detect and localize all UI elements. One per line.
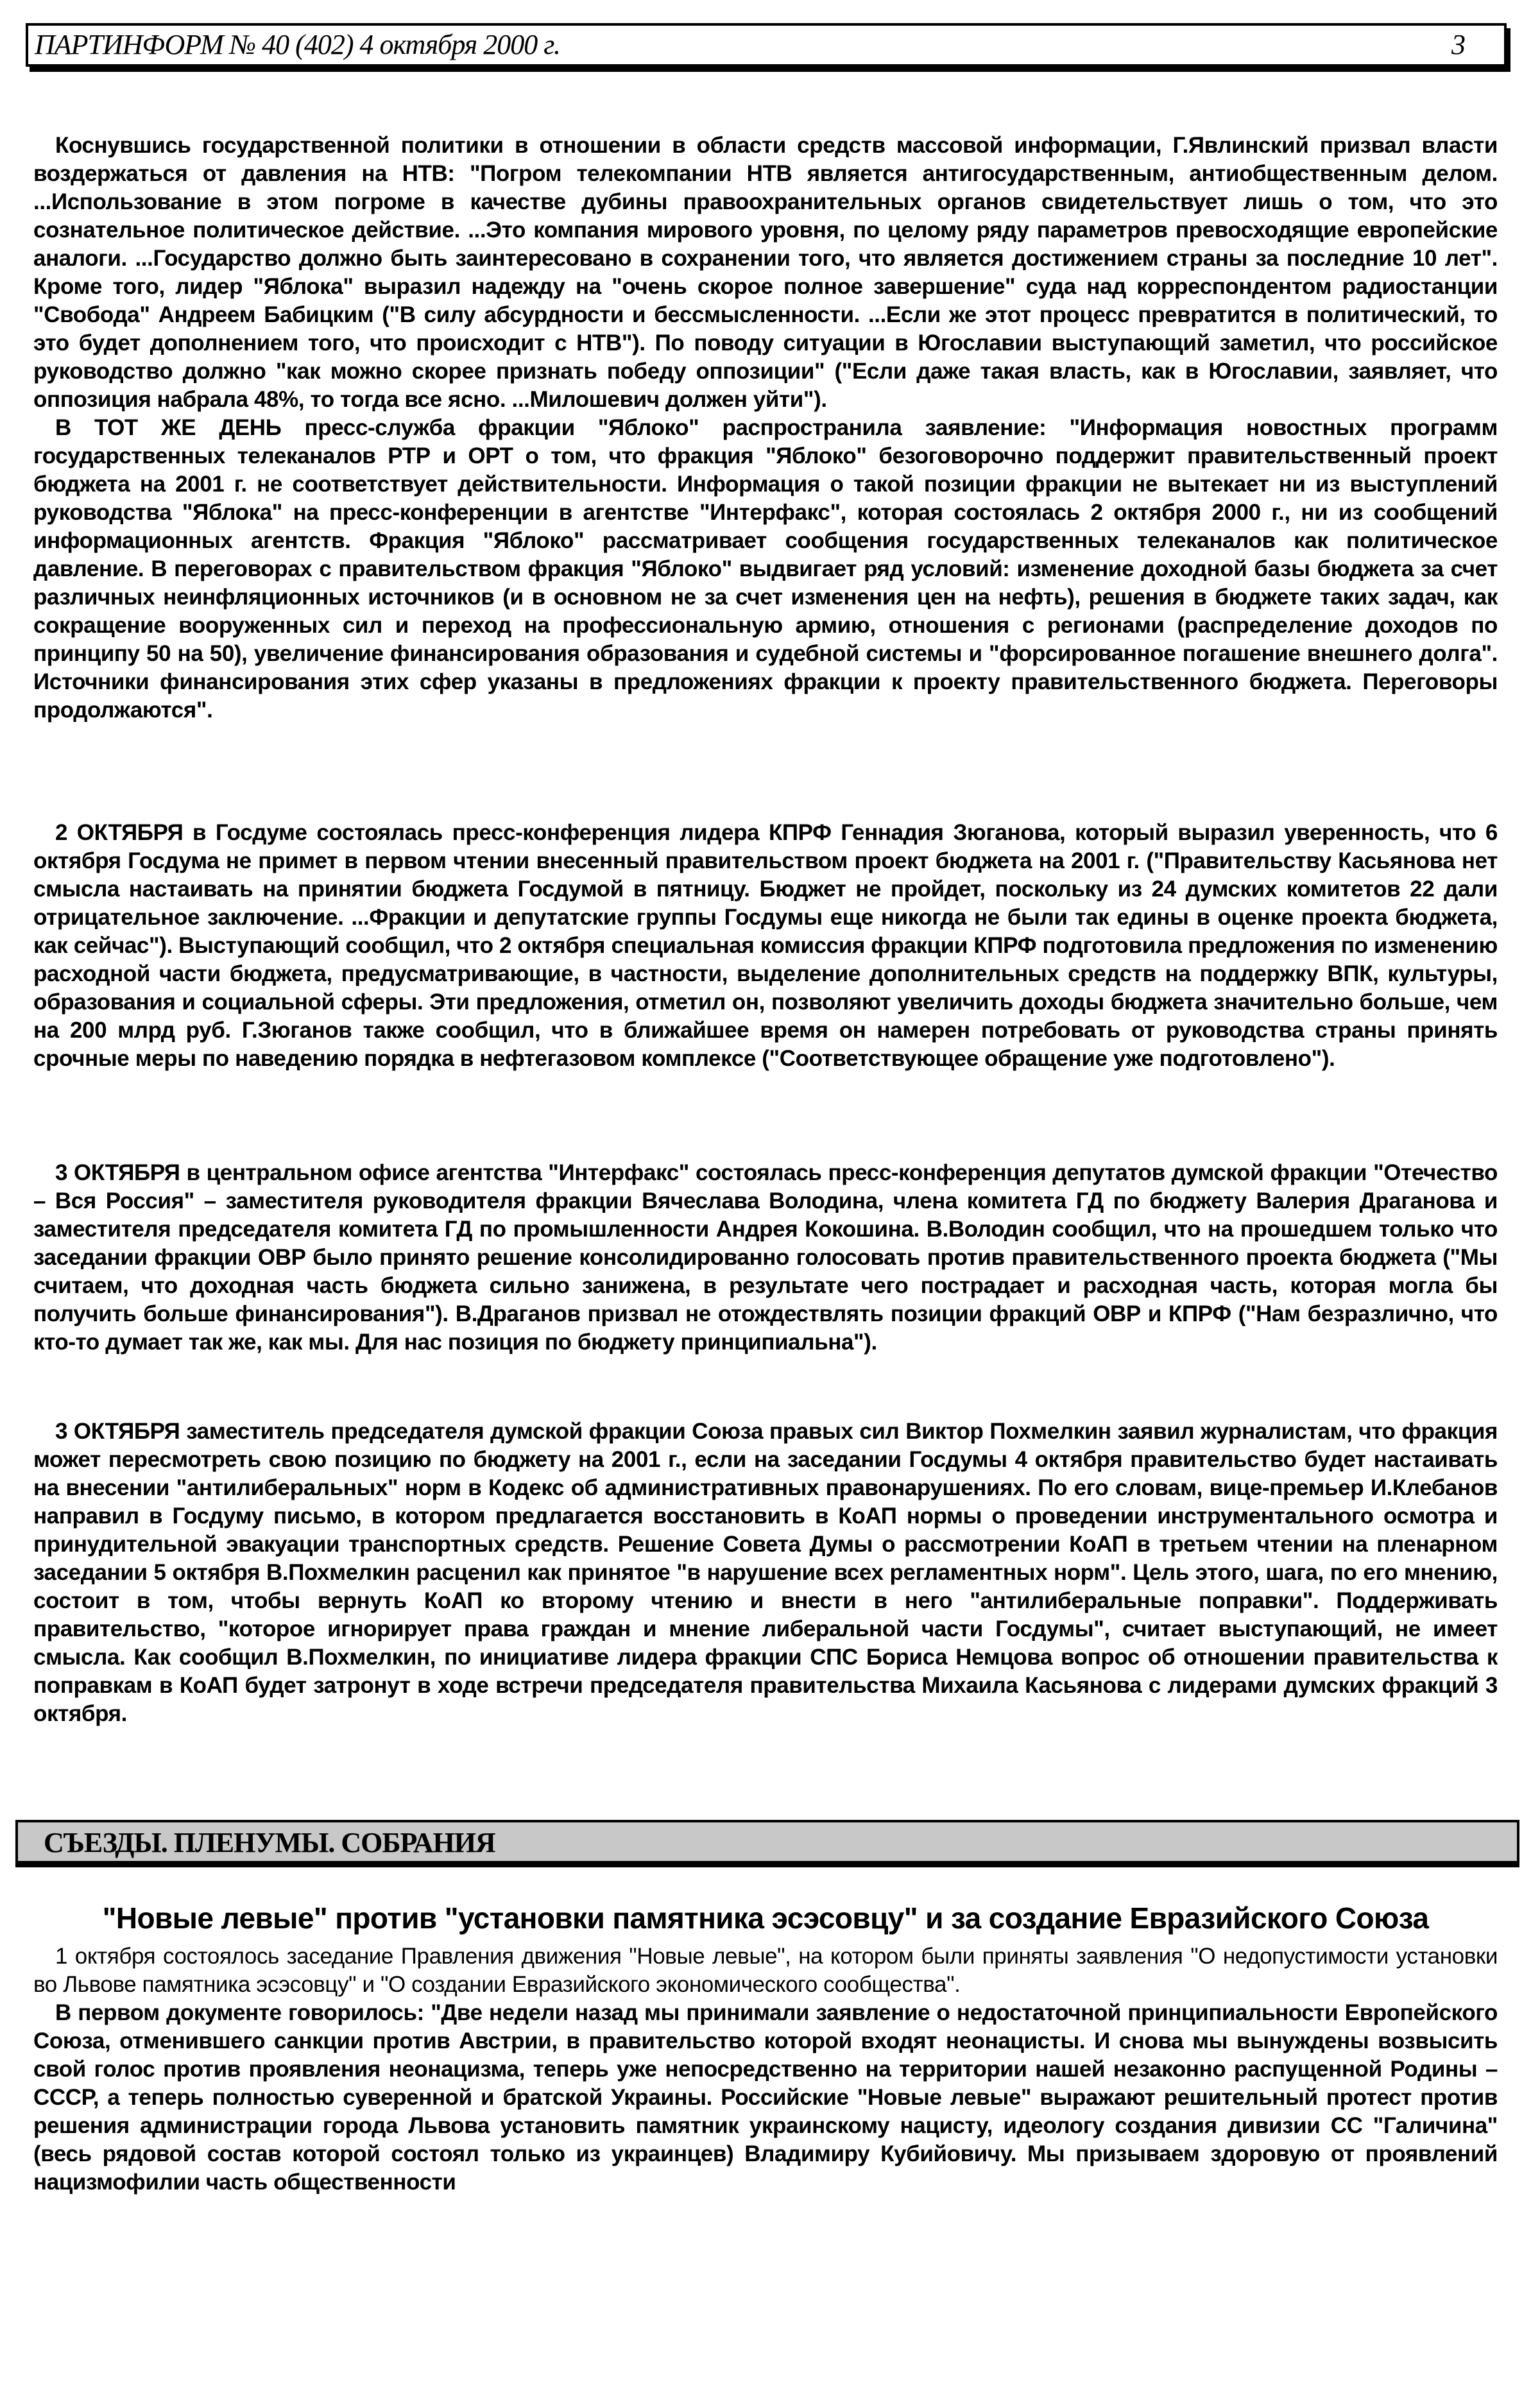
article-yavlinsky xyxy=(33,132,1498,724)
article-new-left xyxy=(33,1942,1498,2197)
paragraph: 3 ОКТЯБРЯ заместитель председателя думской фракции Союза правых сил Виктор Похмелкин заявил журналистам, что фракция может пересмотреть свою позицию по бюджету на 2001 г., если на заседании Госдумы 4 октября правительство будет настаивать на внесении "антилиберальных" норм в Кодекс об административных правонарушениях. По его словам, вице-премьер И.Клебанов направил в Госдуму письмо, в котором предлагается восстановить в КоАП нормы о проведении инструментального осмотра и принудительной эвакуации транспортных средств. Решение Совета Думы о рассмотрении КоАП в третьем чтении на пленарном заседании 5 октября В.Похмелкин расценил как принятое "в нарушение всех регламентных норм". Цель этого, шага, по его мнению, состоит в том, чтобы вернуть КоАП ко второму чтению и внести в него "антилиберальные поправки". Поддерживать правительство, "которое игнорирует права граждан и мнение либеральной части Госдумы", считает выступающий, не имеет смысла. Как сообщил В.Похмелкин, по инициативе лидера фракции СПС Бориса Немцова вопрос об отношении правительства к поправкам в КоАП будет затронут в ходе встречи председателя правительства Михаила Касьянова с лидерами думских фракций 3 октября. xyxy=(33,1419,1498,1726)
paragraph: Коснувшись государственной политики в отношении в области средств массовой информации, Г.Явлинский призвал власти воздержаться от давления на НТВ: "Погром телекомпании НТВ является антигосударственным, антиобщественным делом. ...Использование в этом погроме в качестве дубины правоохранительных органов свидетельствует лишь о том, что это сознательное политическое действие. ...Это компания мирового уровня, по целому ряду параметров превосходящие европейские аналоги. ...Государство должно быть заинтересовано в сохранении того, что является достижением страны за последние 10 лет". Кроме того, лидер "Яблока" выразил надежду на "очень скорое полное завершение" суда над корреспондентом радиостанции "Свобода" Андреем Бабицким ("В силу абсурдности и бессмысленности. ...Если же этот процесс превратится в политический, то это будет дополнением того, что происходит с НТВ"). По поводу ситуации в Югославии выступающий заметил, что российское руководство должно "как можно скорее признать победу оппозиции" ("Если даже такая власть, как в Югославии, заявляет, что оппозиция набрала 48%, то тогда все ясно. ...Милошевич должен уйти"). xyxy=(33,133,1498,412)
section-title: СЪЕЗДЫ. ПЛЕНУМЫ. СОБРАНИЯ xyxy=(44,1827,495,1858)
paragraph: 3 ОКТЯБРЯ в центральном офисе агентства "Интерфакс" состоялась пресс-конференция депутатов думской фракции "Отечество – Вся Россия" – заместителя руководителя фракции Вячеслава Володина, члена комитета ГД по бюджету Валерия Драганова и заместителя председателя комитета ГД по промышленности Андрея Кокошина. В.Володин сообщил, что на прошедшем только что заседании фракции ОВР было принято решение консолидированно голосовать против правительственного проекта бюджета ("Мы считаем, что доходная часть бюджета сильно занижена, в результате чего пострадает и расходная часть, которая могла бы получить больше финансирования"). В.Драганов призвал не отождествлять позиции фракций ОВР и КПРФ ("Нам безразлично, что кто-то думает так же, как мы. Для нас позиция по бюджету принципиальна"). xyxy=(33,1160,1498,1355)
body-paragraph: В первом документе говорилось: "Две недели назад мы принимали заявление о недостаточной принципиальности Европейского Союза, отменившего санкции против Австрии, в правительство которой входят неонацисты. И снова мы вынуждены возвысить свой голос против проявления неонацизма, теперь уже непосредственно на территории нашей незаконно распущенной Родины – СССР, а теперь полностью суверенной и братской Украины. Российские "Новые левые" выражают решительный протест против решения администрации города Львова установить памятник украинскому нацисту, идеологу создания дивизии СС "Галичина" (весь рядовой состав которой состоял только из украинцев) Владимиру Кубийовичу. Мы призываем здоровую от проявлений нацизмофилии часть общественности xyxy=(33,2000,1498,2195)
article-zyuganov xyxy=(33,819,1498,1073)
page-number: 3 xyxy=(1451,29,1466,60)
paragraph: В ТОТ ЖЕ ДЕНЬ пресс-служба фракции "Яблоко" распространила заявление: "Информация новостных программ государственных телеканалов РТР и ОРТ о том, что фракция "Яблоко" безоговорочно поддержит правительственный проект бюджета на 2001 г. не соответствует действительности. Информация о такой позиции фракции не вытекает ни из выступлений руководства "Яблока" на пресс-конференции в агентстве "Интерфакс", которая состоялась 2 октября 2000 г., ни из сообщений информационных агентств. Фракция "Яблоко" рассматривает сообщения государственных телеканалов как политическое давление. В переговорах с правительством фракция "Яблоко" выдвигает ряд условий: изменение доходной базы бюджета за счет различных неинфляционных источников (и в основном не за счет изменения цен на нефть), решения в бюджете таких задач, как сокращение вооруженных сил и переход на профессиональную армию, отношения с регионами (распределение доходов по принципу 50 на 50), увеличение финансирования образования и судебной системы и "форсированное погашение внешнего долга". Источники финансирования этих сфер указаны в предложениях фракции к проекту правительственного бюджета. Переговоры продолжаются". xyxy=(33,415,1498,723)
article-ovr xyxy=(33,1159,1498,1357)
article-headline: "Новые левые" против "установки памятника эсэсовцу" и за создание Евразийского Союза xyxy=(102,1901,1429,1935)
publication-title: ПАРТИНФОРМ № 40 (402) 4 октября 2000 г. xyxy=(35,29,560,60)
section-header xyxy=(15,1820,1519,1867)
paragraph: 2 ОКТЯБРЯ в Госдуме состоялась пресс-конференция лидера КПРФ Геннадия Зюганова, который выразил уверенность, что 6 октября Госдума не примет в первом чтении внесенный правительством проект бюджета на 2001 г. ("Правительству Касьянова нет смысла настаивать на принятии бюджета Госдумой в пятницу. Бюджет не пройдет, поскольку из 24 думских комитетов 22 дали отрицательное заключение. ...Фракции и депутатские группы Госдумы еще никогда не были так едины в оценке проекта бюджета, как сейчас"). Выступающий сообщил, что 2 октября специальная комиссия фракции КПРФ подготовила предложения по изменению расходной части бюджета, предусматривающие, в частности, выделение дополнительных средств на поддержку ВПК, культуры, образования и социальной сферы. Эти предложения, отметил он, позволяют увеличить доходы бюджета значительно больше, чем на 200 млрд руб. Г.Зюганов также сообщил, что в ближайшее время он намерен потребовать от руководства страны принять срочные меры по наведению порядка в нефтегазовом комплексе ("Соответствующее обращение уже подготовлено"). xyxy=(33,820,1498,1071)
intro-paragraph: 1 октября состоялось заседание Правления движения "Новые левые", на котором были приняты заявления "О недопустимости установки во Львове памятника эсэсовцу" и "О создании Евразийского экономического сообщества". xyxy=(33,1944,1498,1997)
masthead xyxy=(26,23,1507,67)
article-pokhmelkin xyxy=(33,1418,1498,1728)
